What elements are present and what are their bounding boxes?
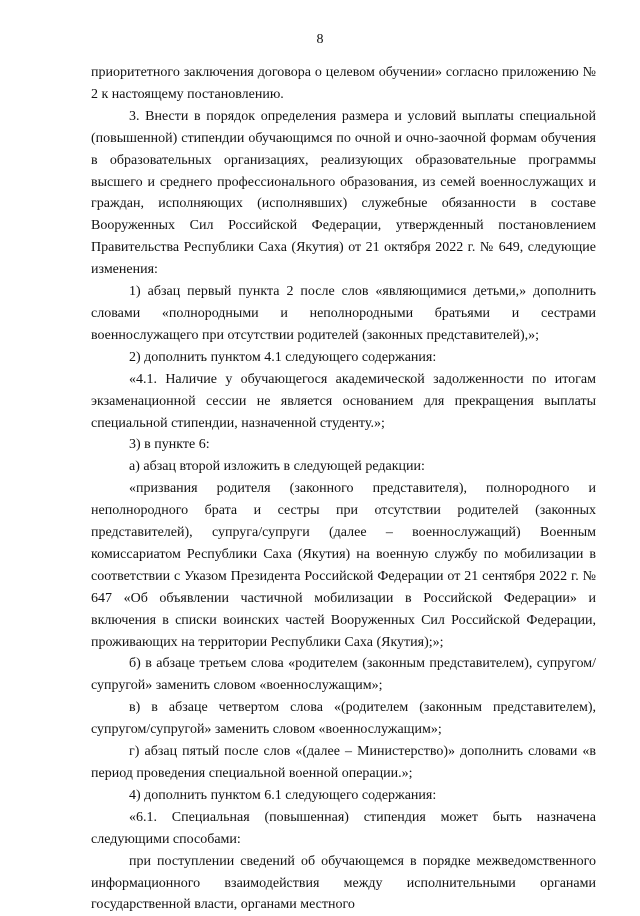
paragraph-continuation: приоритетного заключения договора о целевом обучении» согласно приложению № 2 к настоящему постановлению. xyxy=(91,65,596,102)
paragraph-letter-g: г) абзац пятый после слов «(далее – Министерство)» дополнить словами «в период проведения специальной военной операции.»; xyxy=(91,744,596,781)
paragraph-subitem-4: 4) дополнить пунктом 6.1 следующего содержания: xyxy=(129,787,437,803)
paragraph-item-3: 3. Внести в порядок определения размера и условий выплаты специальной (повышенной) стипендии обучающимся по очной и очно-заочной формам обучения в образовательных организациях, реализующих образовательные программы высшего и среднего профессионального образования, из семей военнослужащих и граждан, исполняющих (исполнявших) служебные обязанности в составе Вооруженных Сил Российской Федерации, утвержденный постановлением Правительства Республики Саха (Якутия) от 21 октября 2022 г. № 649, следующие изменения: xyxy=(91,108,596,278)
paragraph-subitem-3: 3) в пункте 6: xyxy=(129,437,210,453)
paragraph-quote-4-1: «4.1. Наличие у обучающегося академической задолженности по итогам экзаменационной сессии не является основанием для прекращения выплаты специальной стипендии, назначенной студенту.»; xyxy=(91,371,596,431)
paragraph-letter-v: в) в абзаце четвертом слова «(родителем (законным представителем), супругом/супругой» заменить словом «военнослужащим»; xyxy=(91,700,596,738)
document-body xyxy=(91,62,596,916)
paragraph-letter-b: б) в абзаце третьем слова «родителем (законным представителем), супругом/супругой» заменить словом «военнослужащим»; xyxy=(91,656,596,694)
paragraph-letter-a: а) абзац второй изложить в следующей редакции: xyxy=(129,459,425,475)
paragraph-method: при поступлении сведений об обучающемся в порядке межведомственного информационного взаимодействия между исполнительными органами государственной власти, органами местного xyxy=(91,853,596,913)
paragraph-subitem-2: 2) дополнить пунктом 4.1 следующего содержания: xyxy=(129,349,437,365)
paragraph-quote-6-1: «6.1. Специальная (повышенная) стипендия может быть назначена следующими способами: xyxy=(91,809,596,847)
page-number: 8 xyxy=(316,32,324,47)
paragraph-quote-conscription: «призвания родителя (законного представителя), полнородного и неполнородного брата и сестры при отсутствии родителей (законных представителей), супруга/супруги (далее – военнослужащий) Военным комиссариатом Республики Саха (Якутия) на военную службу по мобилизации в соответствии с Указом Президента Российской Федерации от 21 сентября 2022 г. № 647 «Об объявлении частичной мобилизации в Российской Федерации» и включения в списки воинских частей Вооруженных Сил Российской Федерации, проживающих на территории Республики Саха (Якутия);»; xyxy=(91,481,596,650)
paragraph-subitem-1: 1) абзац первый пункта 2 после слов «являющимися детьми,» дополнить словами «полнородными и неполнородными братьями и сестрами военнослужащего при отсутствии родителей (законных представителей),»; xyxy=(91,284,596,343)
